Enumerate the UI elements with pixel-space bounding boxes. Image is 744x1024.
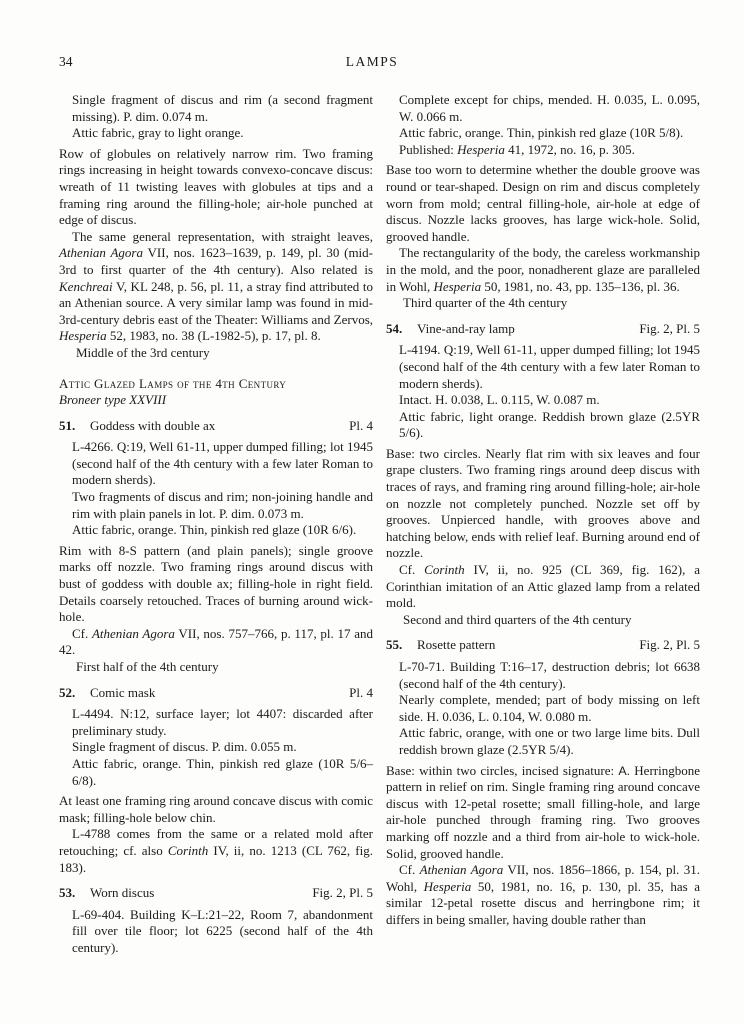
two-column-layout [59, 92, 700, 957]
date-line: Third quarter of the 4th century [403, 295, 568, 311]
entry-heading [59, 885, 373, 902]
page-number: 34 [59, 54, 73, 69]
indented-paragraph: L-4788 comes from the same or a related mold after retouching; cf. also Corinth IV, ii, no. 1213 (CL 762, fig. 183). [59, 826, 373, 875]
entry-number: 55. [386, 637, 403, 653]
catalog-description-paragraph: L-4194. Q:19, Well 61-11, upper dumped filling; lot 1945 (second half of the 4th century with a few later Roman to modern sherds). [399, 342, 700, 391]
date-line: First half of the 4th century [76, 659, 219, 674]
italic-citation: Hesperia [59, 328, 107, 344]
indented-paragraph: Cf. Athenian Agora VII, nos. 1856–1866, p. 154, pl. 31. Wohl, Hesperia 50, 1981, no. 16, p. 130, pl. 35, has a similar 12-petal rosette discus and herringbone rim; it differs in being smaller, having double rather than [386, 862, 701, 927]
left-column [59, 92, 373, 957]
indented-paragraph: Cf. Corinth IV, ii, no. 925 (CL 369, fig. 162), a Corinthian imitation of an Attic glazed lamp from a related mold. [386, 562, 701, 611]
italic-citation: Athenian Agora [59, 245, 143, 261]
italic-citation: Corinth [424, 562, 465, 578]
section-heading-group [59, 376, 373, 409]
italic-citation: Hesperia [457, 141, 505, 157]
running-head: LAMPS [345, 54, 399, 69]
section-heading: Attic Glazed Lamps of the 4th Century [59, 375, 287, 391]
section-subheading: Broneer type XXVIII [59, 392, 167, 408]
indented-paragraph: Cf. Athenian Agora VII, nos. 757–766, p. 117, pl. 17 and 42. [59, 625, 374, 658]
catalog-description-paragraph: Complete except for chips, mended. H. 0.035, L. 0.095, W. 0.066 m. [399, 92, 700, 124]
catalog-description-paragraph: L-70-71. Building T:16–17, destruction debris; lot 6638 (second half of the 4th century). [399, 659, 700, 691]
entry-number: 51. [59, 417, 76, 433]
catalog-description-paragraph: L-69-404. Building K–L:21–22, Room 7, abandonment fill over tile floor; lot 6225 (second half of the 4th century). [72, 906, 373, 955]
discussion-paragraph: Rim with 8-S pattern (and plain panels); single groove marks off nozzle. Two framing rings around discus with bust of goddess with double ax; filling-hole in right field. Details coarsely retouched. Traces of burning around wick-hole. [59, 542, 373, 625]
entry-plate-ref: Fig. 2, Pl. 5 [639, 637, 700, 653]
catalog-description-paragraph: L-4494. N:12, surface layer; lot 4407: discarded after preliminary study. [72, 706, 373, 738]
date-line: Second and third quarters of the 4th century [403, 611, 632, 627]
italic-citation: Hesperia [423, 878, 472, 894]
entry-plate-ref: Pl. 4 [349, 684, 373, 700]
catalog-description-paragraph: Attic fabric, gray to light orange. [72, 125, 244, 141]
catalog-description-paragraph: Published: Hesperia 41, 1972, no. 16, p. 305. [399, 141, 635, 157]
catalog-description-paragraph: Intact. H. 0.038, L. 0.115, W. 0.087 m. [399, 392, 600, 408]
catalog-description-paragraph: Attic fabric, light orange. Reddish brown glaze (2.5YR 5/6). [399, 408, 700, 441]
date-line: Middle of the 3rd century [76, 344, 210, 360]
entry-plate-ref: Pl. 4 [349, 417, 373, 433]
discussion-paragraph: Base too worn to determine whether the double groove was round or tear-shaped. Design on rim and discus completely worn from mold; central filling-hole, air-hole at edge of discus. Nozzle lacks grooves, has large wick-hole. Solid, grooved handle. [386, 162, 700, 244]
entry-number: 54. [386, 320, 403, 336]
entry-heading [59, 685, 373, 702]
entry-title: Goddess with double ax [90, 417, 216, 433]
right-column [386, 92, 700, 957]
catalog-description-paragraph: Single fragment of discus. P. dim. 0.055 m. [72, 739, 297, 755]
italic-citation: Athenian Agora [91, 625, 175, 641]
discussion-paragraph: Row of globules on relatively narrow rim. Two framing rings increasing in height towards convexo-concave discus: wreath of 11 twisting leaves with globules at tips and a framing ring around the filling-hole; air-hole punched at edge of discus. [59, 145, 373, 228]
entry-title: Rosette pattern [417, 637, 496, 653]
catalog-description-paragraph: Attic fabric, orange. Thin, pinkish red glaze (10R 5/6–6/8). [72, 755, 373, 788]
entry-number: 52. [59, 684, 76, 700]
entry-number: 53. [59, 885, 76, 901]
entry-plate-ref: Fig. 2, Pl. 5 [639, 320, 700, 336]
catalog-description-paragraph: Nearly complete, mended; part of body missing on left side. H. 0.036, L. 0.104, W. 0.080 m. [399, 692, 700, 724]
entry-heading [386, 637, 700, 654]
catalog-description-paragraph: L-4266. Q:19, Well 61-11, upper dumped filling; lot 1945 (second half of the 4th century with a few later Roman to modern sherds). [72, 439, 373, 488]
discussion-paragraph: Base: within two circles, incised signature: A. Herringbone pattern in relief on rim. Single framing ring around concave discus with 12-petal rosette; small filling-hole, and large air-hole punched through framing ring. Two grooves marking off nozzle and a third from air-hole to wick-hole. Solid, grooved handle. [386, 762, 700, 861]
incised-letter: A. [618, 763, 631, 778]
entry-heading [386, 321, 700, 338]
indented-paragraph: The same general representation, with straight leaves, Athenian Agora VII, nos. 1623–1639, p. 149, pl. 30 (mid-3rd to first quarter of the 4th century). Also related is Kenchreai V, KL 248, p. 56, pl. 11, a stray find attributed to an Athenian source. A very similar lamp was found in mid-3rd-century debris east of the Theater: Williams and Zervos, Hesperia 52, 1983, no. 38 (L-1982-5), p. 17, pl. 8. [59, 228, 374, 344]
catalog-description-paragraph: Two fragments of discus and rim; non-joining handle and rim with plain panels in lot. P. dim. 0.073 m. [72, 489, 373, 521]
italic-citation: Hesperia [433, 278, 482, 294]
italic-citation: Corinth [167, 842, 209, 858]
discussion-paragraph: At least one framing ring around concave discus with comic mask; filling-hole below chin. [59, 793, 373, 825]
entry-title: Vine-and-ray lamp [417, 320, 515, 336]
italic-citation: Athenian Agora [419, 862, 504, 878]
entry-title: Comic mask [90, 684, 156, 700]
indented-paragraph: The rectangularity of the body, the careless workmanship in the mold, and the poor, nonadherent glaze are paralleled in Wohl, Hesperia 50, 1981, no. 43, pp. 135–136, pl. 36. [386, 245, 700, 294]
page-header [59, 54, 700, 71]
entry-heading [59, 418, 373, 435]
catalog-description-paragraph: Single fragment of discus and rim (a second fragment missing). P. dim. 0.074 m. [72, 92, 373, 124]
catalog-description-paragraph: Attic fabric, orange. Thin, pinkish red glaze (10R 5/8). [399, 125, 684, 141]
italic-citation: Kenchreai [59, 278, 113, 294]
catalog-description-paragraph: Attic fabric, orange. Thin, pinkish red glaze (10R 6/6). [72, 522, 357, 538]
entry-title: Worn discus [90, 885, 155, 901]
discussion-paragraph: Base: two circles. Nearly flat rim with six leaves and four grape clusters. Two framing rings around deep discus with traces of rays, and framing ring around filling-hole; air-hole on nozzle not completely punched. Nozzle set off by grooves. Unpierced handle, with grooves above and hatching below, ends with relief leaf. Burning around end of nozzle. [386, 445, 700, 561]
entry-plate-ref: Fig. 2, Pl. 5 [312, 885, 373, 901]
catalog-description-paragraph: Attic fabric, orange, with one or two large lime bits. Dull reddish brown glaze (2.5YR 5/4). [399, 725, 700, 757]
